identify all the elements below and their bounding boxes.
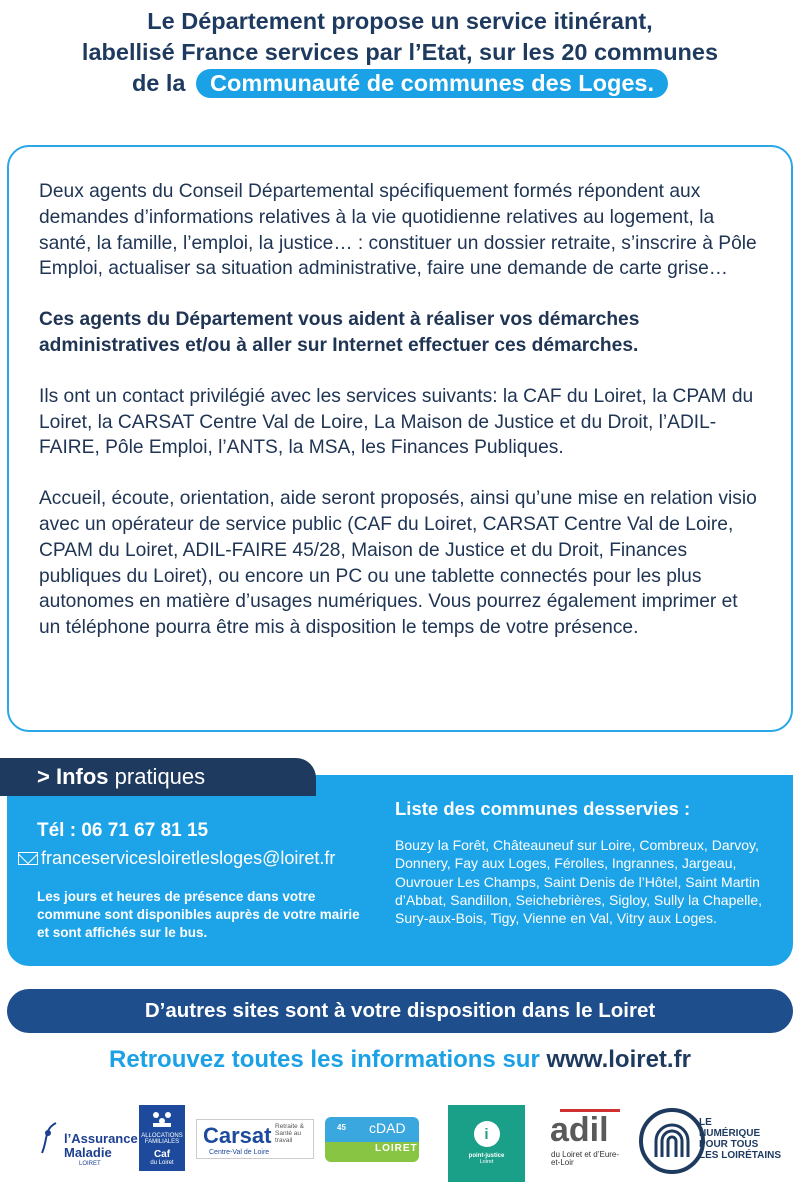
am-text-2: Maladie [64,1145,112,1160]
carsat-text-2: Retraite & Santé au travail [275,1123,304,1144]
infos-tab-rest: pratiques [108,764,206,789]
num-text-1: LE [699,1117,712,1128]
email-line[interactable] [18,848,335,869]
description-paragraph-1: Deux agents du Conseil Départemental spécifiquement formés répondent aux demandes d’informations relatives à la vie quotidienne relatives au logement, la santé, la famille, l’emploi, la justice… : constituer un dossier retraite, s’inscrire à Pôle Emploi, actualiser sa situation administrative, faire une demande de carte grise… [39,181,757,280]
header-line-2: labellisé France services par l’Etat, sur les 20 communes [81,39,719,65]
numerique-text [699,1117,781,1161]
numerique-rings-icon [638,1107,706,1175]
num-text-4: LES LOIRÉTAINS [699,1150,782,1161]
pj-text-1: point-justice [468,1153,505,1159]
adil-text-2: du Loiret et d’Eure-et-Loir [551,1150,620,1167]
communaute-highlight: Communauté de communes des Loges. [196,69,668,98]
other-sites-banner: D’autres sites sont à votre disposition dans le Loiret [7,989,793,1033]
header-line-1: Le Département propose un service itinérant, [147,8,653,34]
infos-pratiques-box [7,775,793,966]
communes-list: Bouzy la Forêt, Châteauneuf sur Loire, Combreux, Darvoy, Donnery, Fay aux Loges, Férolles, Ingrannes, Jargeau, Ouvrouer Les Champs, Saint Denis de l’Hôtel, Saint Martin d’Abbat, Sandillon, Seichebrières, Sigloy, Sully la Chapelle, Sury-aux-Bois, Tigy, Vienne en Val, Vitry aux Loges. [395,837,763,927]
phone-number[interactable]: Tél : 06 71 67 81 15 [37,820,209,841]
communes-title: Liste des communes desservies : [395,798,691,819]
carsat-text-1: Carsat [203,1123,272,1148]
header-title [0,6,800,99]
caf-logo [139,1105,185,1171]
infos-pratiques-tab [0,758,316,796]
caf-family-icon [148,1109,176,1129]
caf-text-1: ALLOCATIONS FAMILIALES [141,1133,183,1145]
am-text-1: l’Assurance [64,1131,138,1146]
website-prefix: Retrouvez toutes les informations sur [109,1046,547,1073]
description-paragraph-3: Ils ont un contact privilégié avec les services suivants: la CAF du Loiret, la CPAM du Loiret, la CARSAT Centre Val de Loire, La Maison de Justice et du Droit, l’ADIL-FAIRE, Pôle Emploi, l’ANTS, la MSA, les Finances Publiques. [39,385,754,459]
description-paragraph-2: Ces agents du Département vous aident à réaliser vos démarches administratives et/ou à aller sur Internet effectuer ces démarches. [39,309,640,356]
numerique-pour-tous-logo [638,1107,788,1179]
partner-logos [0,1105,800,1182]
header-line-3-prefix: de la [131,70,186,96]
point-justice-logo [448,1105,525,1182]
caf-text-2: Caf [153,1149,171,1160]
adil-logo [546,1107,626,1177]
assurance-maladie-figure-icon [34,1119,64,1159]
point-justice-icon: i [474,1121,500,1147]
cdad-text-2: cDAD [369,1120,406,1136]
envelope-icon [18,852,38,865]
carsat-logo [196,1119,314,1159]
description-box [7,145,793,732]
header-line-3 [0,68,800,99]
email-address[interactable]: franceservicesloiretlesloges@loiret.fr [41,848,336,868]
website-line [0,1046,800,1074]
infos-tab-prefix: > [37,764,56,789]
num-text-3: POUR TOUS [699,1139,759,1150]
assurance-maladie-logo [34,1113,138,1168]
pj-text-2: Loiret [479,1159,494,1165]
am-text-3: LOIRET [79,1161,101,1167]
cdad-text-3: LOIRET [375,1143,418,1154]
cdad-text-1: 45 [337,1123,346,1132]
adil-text-1: adil [550,1111,609,1149]
cdad-logo [325,1117,419,1162]
hours-notice: Les jours et heures de présence dans votre commune sont disponibles auprès de votre mairie et sont affichés sur le bus. [37,889,360,940]
num-text-2: NUMÉRIQUE [699,1128,761,1139]
website-link[interactable]: www.loiret.fr [546,1046,691,1073]
carsat-text-3: Centre-Val de Loire [209,1149,270,1156]
infos-tab-bold: Infos [55,764,109,789]
caf-text-3: du Loiret [150,1160,174,1166]
description-paragraph-4: Accueil, écoute, orientation, aide seront proposés, ainsi qu’une mise en relation visio avec un opérateur de service public (CAF du Loiret, CARSAT Centre Val de Loire, CPAM du Loiret, ADIL-FAIRE 45/28, Maison de Justice et du Droit, Finances publiques du Loiret), ou encore un PC ou une tablette connectés pour les plus autonomes en matière d’usages numériques. Vous pourrez également imprimer et un téléphone pourra être mis à disposition le temps de votre présence. [39,488,757,639]
